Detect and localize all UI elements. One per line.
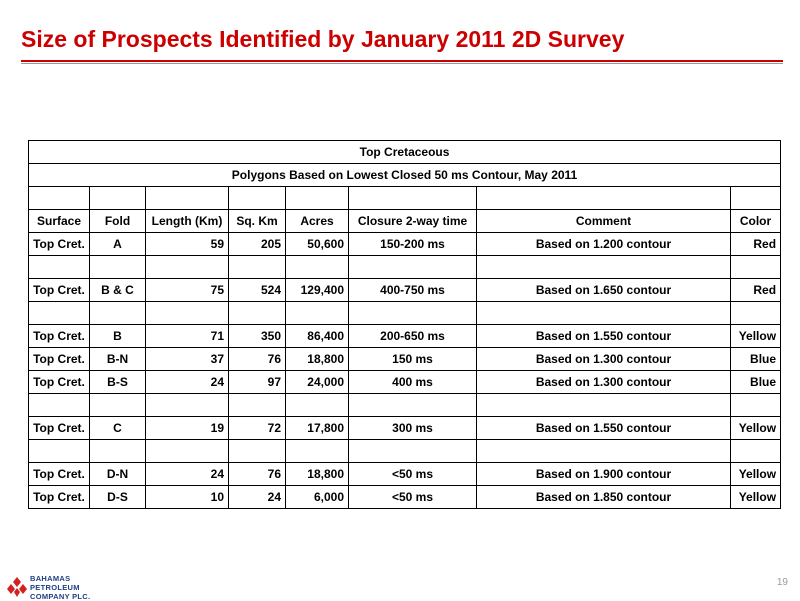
table-cell: 18,800	[286, 463, 349, 486]
table-cell: 86,400	[286, 325, 349, 348]
table-cell	[229, 256, 286, 279]
title-divider	[21, 60, 783, 62]
table-cell: Top Cret.	[29, 417, 90, 440]
table-cell: 24,000	[286, 371, 349, 394]
table-cell: 24	[146, 463, 229, 486]
column-header: Length (Km)	[146, 210, 229, 233]
table-subheading-row	[29, 164, 781, 187]
column-header: Closure 2-way time	[349, 210, 477, 233]
table-cell: Red	[731, 233, 781, 256]
table-row	[29, 325, 781, 348]
table-cell: A	[90, 233, 146, 256]
prospects-table	[28, 140, 781, 509]
table-cell: Based on 1.900 contour	[477, 463, 731, 486]
table-cell	[731, 440, 781, 463]
table-cell: 350	[229, 325, 286, 348]
table-row	[29, 463, 781, 486]
table-cell: 50,600	[286, 233, 349, 256]
table-cell: <50 ms	[349, 463, 477, 486]
logo-line-2: PETROLEUM	[30, 583, 80, 592]
table-cell	[229, 302, 286, 325]
table-cell: B-S	[90, 371, 146, 394]
table-cell: 72	[229, 417, 286, 440]
table-cell	[146, 394, 229, 417]
table-row	[29, 233, 781, 256]
table-cell: Based on 1.300 contour	[477, 348, 731, 371]
table-cell	[29, 394, 90, 417]
page-number: 19	[776, 577, 788, 588]
table-cell	[349, 394, 477, 417]
column-header: Sq. Km	[229, 210, 286, 233]
table-cell	[90, 256, 146, 279]
table-cell: Top Cret.	[29, 371, 90, 394]
table-cell	[29, 256, 90, 279]
table-cell	[286, 440, 349, 463]
table-cell: 37	[146, 348, 229, 371]
table-cell: 76	[229, 463, 286, 486]
column-header: Fold	[90, 210, 146, 233]
table-heading: Top Cretaceous	[29, 141, 781, 164]
table-cell	[146, 302, 229, 325]
table-cell	[731, 256, 781, 279]
table-cell: 150-200 ms	[349, 233, 477, 256]
table-cell: Blue	[731, 348, 781, 371]
table-row	[29, 371, 781, 394]
table-cell: Top Cret.	[29, 486, 90, 509]
table-cell: 150 ms	[349, 348, 477, 371]
table-cell	[477, 256, 731, 279]
table-cell: Top Cret.	[29, 279, 90, 302]
table-cell: 300 ms	[349, 417, 477, 440]
table-cell: 19	[146, 417, 229, 440]
table-cell	[286, 256, 349, 279]
table-cell: 76	[229, 348, 286, 371]
table-cell: Based on 1.300 contour	[477, 371, 731, 394]
table-cell: 400 ms	[349, 371, 477, 394]
table-cell	[477, 440, 731, 463]
table-cell: 129,400	[286, 279, 349, 302]
slide-title: Size of Prospects Identified by January 2011 2D Survey	[21, 26, 625, 52]
table-row	[29, 417, 781, 440]
table-cell: Based on 1.850 contour	[477, 486, 731, 509]
table-row	[29, 348, 781, 371]
table-cell: Yellow	[731, 463, 781, 486]
table-cell: Top Cret.	[29, 233, 90, 256]
table-row	[29, 440, 781, 463]
table-cell: Yellow	[731, 417, 781, 440]
table-cell: Top Cret.	[29, 463, 90, 486]
table-subheading: Polygons Based on Lowest Closed 50 ms Contour, May 2011	[29, 164, 781, 187]
table-cell: Top Cret.	[29, 325, 90, 348]
table-cell	[229, 440, 286, 463]
table-cell	[146, 440, 229, 463]
table-cell: B & C	[90, 279, 146, 302]
table-cell: Based on 1.550 contour	[477, 325, 731, 348]
table-cell	[229, 394, 286, 417]
table-cell	[146, 256, 229, 279]
table-cell: <50 ms	[349, 486, 477, 509]
table-row	[29, 302, 781, 325]
column-header: Surface	[29, 210, 90, 233]
table-cell: 200-650 ms	[349, 325, 477, 348]
table-cell: Blue	[731, 371, 781, 394]
title-divider-shadow	[21, 63, 783, 64]
table-cell: 59	[146, 233, 229, 256]
table-cell: 71	[146, 325, 229, 348]
table-cell: 75	[146, 279, 229, 302]
column-header: Comment	[477, 210, 731, 233]
table-cell	[90, 394, 146, 417]
table-cell: C	[90, 417, 146, 440]
column-header: Acres	[286, 210, 349, 233]
table-header-row	[29, 210, 781, 233]
table-cell: Yellow	[731, 486, 781, 509]
table-cell: Yellow	[731, 325, 781, 348]
table-cell: 24	[229, 486, 286, 509]
table-cell	[477, 302, 731, 325]
table-cell: 18,800	[286, 348, 349, 371]
table-row	[29, 394, 781, 417]
table-cell	[349, 302, 477, 325]
table-cell: B-N	[90, 348, 146, 371]
table-cell: B	[90, 325, 146, 348]
table-cell: 17,800	[286, 417, 349, 440]
logo-line-1: BAHAMAS	[30, 574, 71, 583]
table-cell: D-S	[90, 486, 146, 509]
table-cell	[731, 302, 781, 325]
table-cell	[477, 394, 731, 417]
table-cell	[29, 440, 90, 463]
table-cell	[286, 394, 349, 417]
table-cell: 10	[146, 486, 229, 509]
table-cell: Red	[731, 279, 781, 302]
column-header: Color	[731, 210, 781, 233]
table-cell	[731, 394, 781, 417]
table-row	[29, 256, 781, 279]
table-cell	[349, 256, 477, 279]
table-cell	[90, 440, 146, 463]
table-cell	[90, 302, 146, 325]
table-spacer-row	[29, 187, 781, 210]
table-cell: 524	[229, 279, 286, 302]
table-cell: Top Cret.	[29, 348, 90, 371]
table-cell: 205	[229, 233, 286, 256]
table-cell: D-N	[90, 463, 146, 486]
table-cell: 24	[146, 371, 229, 394]
table-heading-row	[29, 141, 781, 164]
logo-line-3: COMPANY PLC.	[30, 592, 91, 601]
table-cell: 400-750 ms	[349, 279, 477, 302]
table-cell: Based on 1.550 contour	[477, 417, 731, 440]
table-cell: 97	[229, 371, 286, 394]
table-cell	[29, 302, 90, 325]
table-cell	[286, 302, 349, 325]
table-cell: 6,000	[286, 486, 349, 509]
table-row	[29, 279, 781, 302]
company-logo	[6, 574, 116, 600]
table-cell: Based on 1.200 contour	[477, 233, 731, 256]
table-row	[29, 486, 781, 509]
table-cell: Based on 1.650 contour	[477, 279, 731, 302]
table-cell	[349, 440, 477, 463]
red-diamond-cluster-icon	[6, 576, 28, 598]
